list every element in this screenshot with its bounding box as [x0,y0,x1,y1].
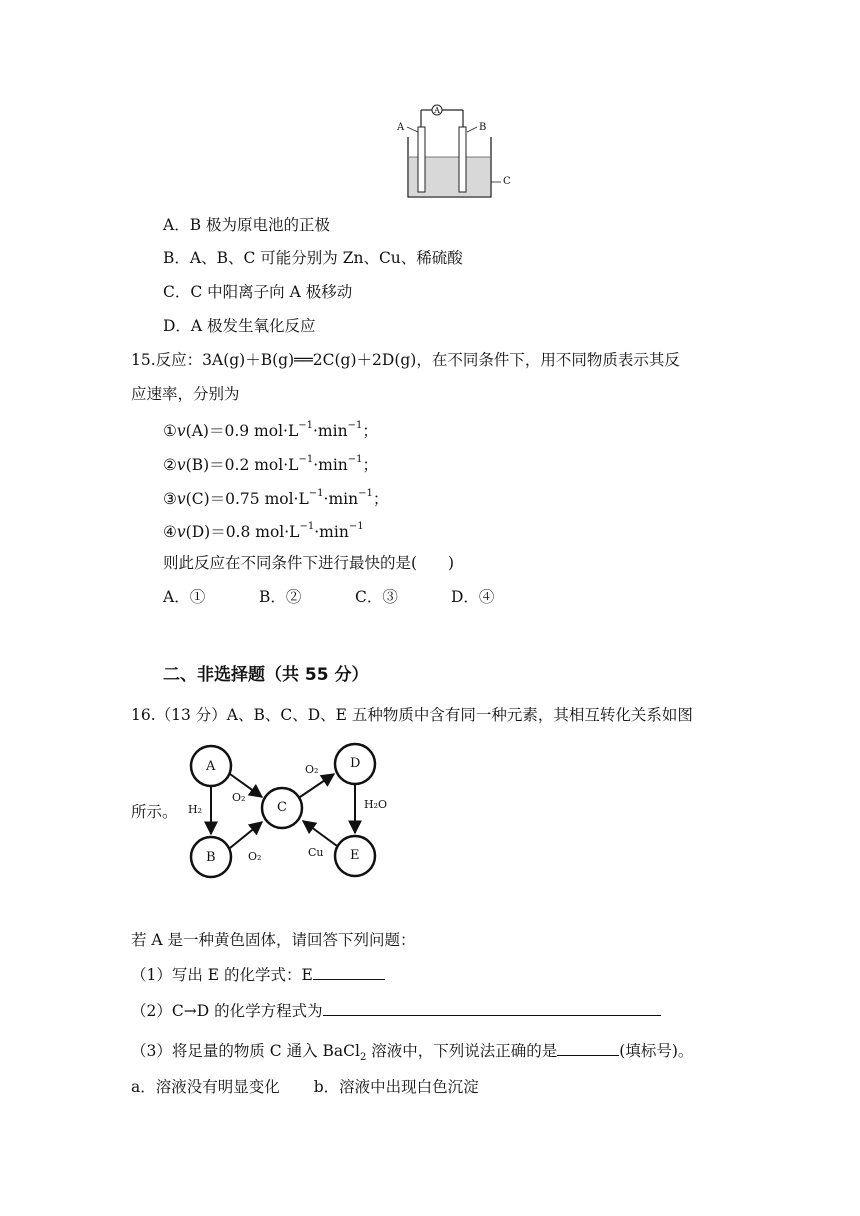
edge-label-b-c: O₂ [248,850,262,863]
q14-option-b: B．A、B、C 可能分别为 Zn、Cu、稀硫酸 [163,249,463,267]
q15-stem-line1: 15.反应：3A(g)＋B(g)══2C(g)＋2D(g)，在不同条件下，用不同物质表示其反 [131,351,680,369]
q15-rate-2: ②v(B)＝0.2 $mol\cdot L^{-1}\cdot\min^{-1}$； [163,454,379,475]
electrochemical-cell-figure [393,102,513,202]
q16-stem: 16.（13 分）A、B、C、D、E 五种物质中含有同一种元素，其相互转化关系如图 [131,706,693,724]
edge-label-a-c: O₂ [232,791,246,804]
q15-rate-1: ①v(A)＝0.9 $mol\cdot L^{-1}\cdot\min^{-1}$； [163,420,378,441]
answer-blank-3[interactable] [557,1040,619,1056]
edge-label-d-e: H₂O [364,798,388,811]
edge-label-a-b: H₂ [188,803,203,816]
q16-stem-suffix: 所示。 [131,803,178,821]
q15-stem-line2: 应速率，分别为 [131,385,240,403]
edge-label-e-c: Cu [308,846,324,859]
q14-option-d: D．A 极发生氧化反应 [163,317,316,335]
q14-option-a: A．B 极为原电池的正极 [163,216,331,234]
q15-rate-3: ③v(C)＝0.75 $mol\cdot L^{-1}\cdot\min^{-1}$； [163,488,389,509]
q15-choices [163,587,547,607]
node-b-label: B [206,850,216,865]
section-2-title: 二、非选择题（共 55 分） [163,665,369,685]
answer-blank-2[interactable] [323,1000,661,1016]
q16-sub3: （3）将足量的物质 C 通入 BaCl$_2$ 溶液中，下列说法正确的是 (填标号)。 [131,1042,694,1064]
q15-choice-a: A．① [163,588,206,606]
q15-choice-d: D．④ [451,588,495,606]
node-c-label: C [277,800,287,815]
q15-rate-4: ④v(D)＝0.8 $mol\cdot L^{-1}\cdot\min^{-1}$ [163,521,364,542]
node-a-label: A [206,759,216,774]
solution-c-label: C [503,176,511,187]
q16-sub2: （2）C→D 的化学方程式为 [131,1000,661,1021]
q15-choice-c: C．③ [355,588,398,606]
electrode-a-label: A [397,122,405,133]
answer-blank-1[interactable] [313,964,385,980]
q16-options [131,1077,479,1097]
q16-sub1: （1）写出 E 的化学式：E [131,964,385,985]
edge-label-c-d: O₂ [305,763,319,776]
q16-condition: 若 A 是一种黄色固体，请回答下列问题： [131,931,416,949]
q15-question: 则此反应在不同条件下进行最快的是( ) [163,554,455,572]
node-e-label: E [350,848,360,863]
electrode-b-label: B [479,122,487,133]
q15-choice-b: B．② [259,588,302,606]
ammeter-label: A [434,106,440,115]
node-d-label: D [350,756,361,771]
q16-option-a: a．溶液没有明显变化 [131,1078,280,1096]
q14-option-c: C．C 中阳离子向 A 极移动 [163,283,353,301]
q16-option-b: b．溶液中出现白色沉淀 [313,1078,479,1096]
